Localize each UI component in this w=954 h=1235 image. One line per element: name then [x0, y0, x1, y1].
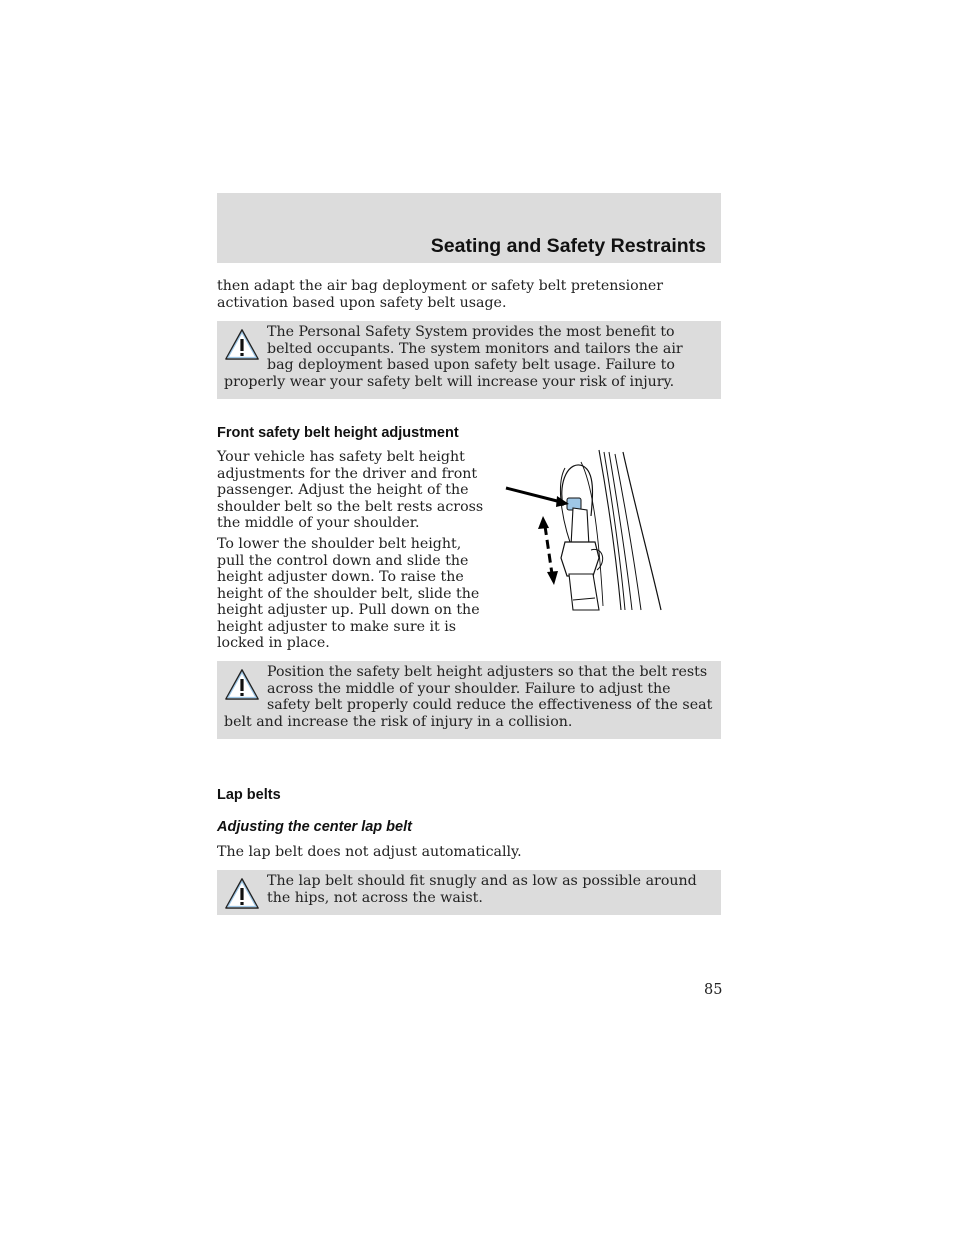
warning-text: The Personal Safety System provides the most benefit to belted occupants. The system monitors and tailors the air bag deployment based upon safety belt usage. Failure to properly wear your safety belt will increase your risk of injury. [224, 324, 683, 390]
warning-box [217, 321, 721, 399]
warning-box [217, 870, 721, 915]
section-heading: Front safety belt height adjustment [217, 425, 459, 441]
warning-triangle-icon [224, 328, 260, 362]
warning-triangle-icon [224, 877, 260, 911]
header-band [217, 193, 721, 263]
page-number: 85 [704, 982, 723, 998]
warning-text: The lap belt should fit snugly and as low as possible around the hips, not across the waist. [267, 873, 697, 906]
warning-box [217, 661, 721, 739]
belt-height-adjuster-illustration [503, 446, 668, 616]
paragraph: To lower the shoulder belt height, pull the control down and slide the height adjuster down. To raise the height of the shoulder belt, slide the height adjuster up. Pull down on the height adjuster to make sure it is locked in place. [217, 536, 480, 651]
subsection-heading: Adjusting the center lap belt [217, 819, 412, 835]
page-title: Seating and Safety Restraints [430, 235, 706, 257]
warning-text: Position the safety belt height adjusters so that the belt rests across the middle of your shoulder. Failure to adjust the safety belt properly could reduce the effectiveness of the seat belt and increase the risk of injury in a collision. [224, 664, 713, 730]
paragraph: The lap belt does not adjust automatically. [217, 844, 522, 860]
section-heading: Lap belts [217, 787, 281, 803]
warning-triangle-icon [224, 668, 260, 702]
intro-paragraph: then adapt the air bag deployment or safety belt pretensioner activation based upon safety belt usage. [217, 278, 664, 311]
paragraph: Your vehicle has safety belt height adjustments for the driver and front passenger. Adjust the height of the shoulder belt so the belt rests across the middle of your shoulder. [217, 449, 484, 531]
